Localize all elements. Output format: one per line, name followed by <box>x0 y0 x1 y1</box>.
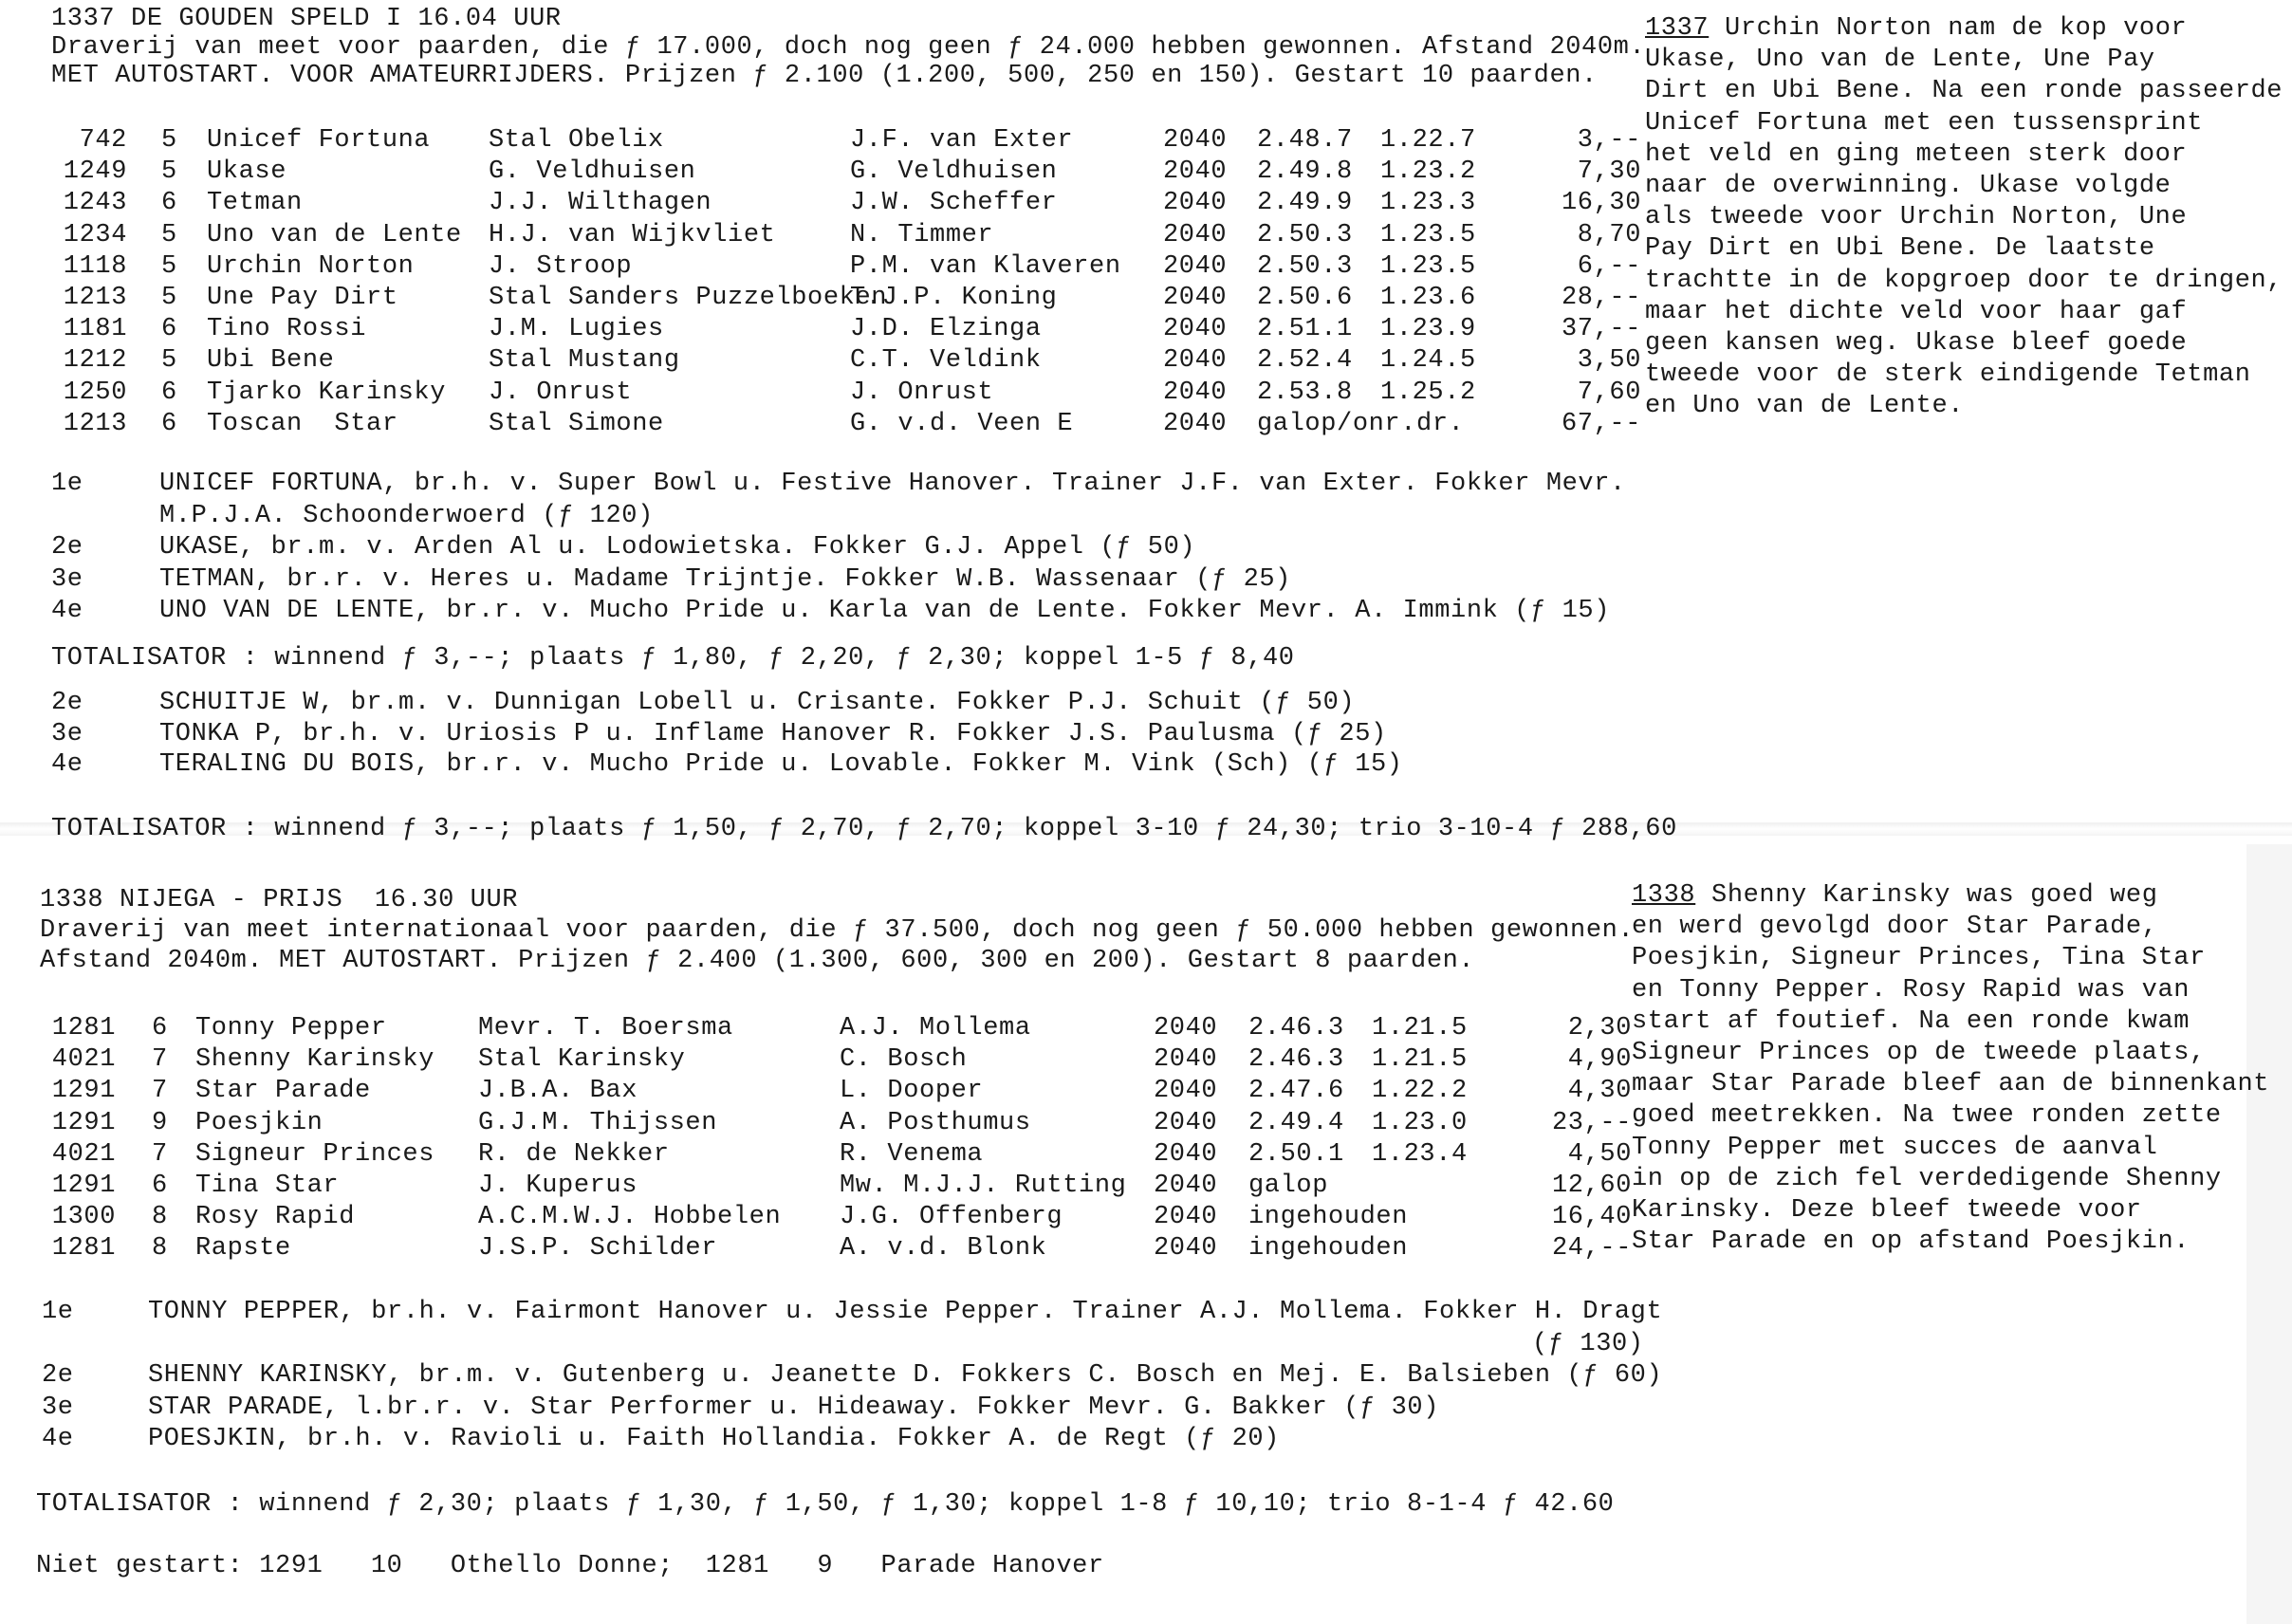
placing-position: 3e <box>51 564 83 594</box>
placing-text: SHENNY KARINSKY, br.m. v. Gutenberg u. Jeanette D. Fokkers C. Bosch en Mej. E. Balsieben (ƒ 60) <box>148 1361 1663 1390</box>
result-cell: 7 <box>152 1077 168 1106</box>
result-cell: 1.23.5 <box>1380 251 1476 281</box>
result-cell: 3,-- <box>1577 126 1641 155</box>
result-cell: 1.23.2 <box>1380 157 1476 187</box>
result-cell: 2040 <box>1154 1139 1218 1169</box>
commentary-line: start af foutief. Na een ronde kwam <box>1632 1006 2190 1036</box>
result-cell: G. Veldhuisen <box>850 157 1058 187</box>
result-cell: 6,-- <box>1577 251 1641 281</box>
result-cell: Ubi Bene <box>207 346 335 376</box>
result-cell: 2040 <box>1154 1014 1218 1043</box>
result-cell: 1.25.2 <box>1380 378 1476 407</box>
race-header: Draverij van meet voor paarden, die ƒ 17.000, doch nog geen ƒ 24.000 hebben gewonnen. Afstand 2040m. <box>51 33 1646 62</box>
result-cell: 5 <box>161 126 177 155</box>
result-cell: 2.50.6 <box>1257 284 1353 312</box>
result-cell: 2040 <box>1154 1203 1218 1232</box>
commentary-line: trachtte in de kopgroep door te dringen, <box>1645 266 2283 295</box>
result-cell: 6 <box>161 409 177 438</box>
result-cell: 5 <box>161 346 177 376</box>
commentary-line: Karinsky. Deze bleef tweede voor <box>1632 1196 2142 1225</box>
result-cell: 8 <box>152 1234 168 1264</box>
result-cell: 1118 <box>63 251 127 281</box>
result-cell: 1181 <box>63 315 127 344</box>
result-cell: 2040 <box>1154 1108 1218 1137</box>
result-cell: 4021 <box>51 1045 116 1075</box>
result-cell: A.J. Mollema <box>840 1014 1031 1043</box>
commentary-line: geen kansen weg. Ukase bleef goede <box>1645 329 2188 358</box>
result-cell: 1291 <box>51 1172 116 1200</box>
result-cell: Mevr. T. Boersma <box>478 1014 733 1043</box>
result-cell: 2040 <box>1163 126 1228 155</box>
result-cell: 7 <box>152 1045 168 1075</box>
result-cell: Stal Simone <box>489 409 664 438</box>
result-cell: R. Venema <box>840 1139 984 1169</box>
result-cell: J.J. Wilthagen <box>489 189 712 218</box>
result-cell: Signeur Princes <box>195 1139 435 1169</box>
result-cell: 1.22.7 <box>1380 126 1476 155</box>
result-cell: galop <box>1248 1172 1329 1200</box>
result-cell: 1.23.3 <box>1380 189 1476 218</box>
niet-gestart: Niet gestart: 1291 10 Othello Donne; 1281 9 Parade Hanover <box>36 1552 1104 1580</box>
result-cell: 16,30 <box>1561 189 1641 218</box>
placing-position: 4e <box>42 1425 74 1453</box>
result-cell: G. v.d. Veen E <box>850 409 1074 438</box>
result-cell: L. Dooper <box>840 1077 984 1106</box>
placing-position: 2e <box>51 689 83 717</box>
result-cell: 6 <box>161 315 177 344</box>
result-cell: 2.52.4 <box>1257 346 1353 376</box>
result-cell: 7,30 <box>1577 157 1641 187</box>
result-cell: 2040 <box>1163 284 1228 312</box>
result-cell: 1234 <box>63 220 127 249</box>
result-cell: 1.21.5 <box>1372 1014 1468 1043</box>
result-cell: Poesjkin <box>195 1108 323 1137</box>
result-cell: 1213 <box>63 409 127 438</box>
result-cell: 8 <box>152 1203 168 1232</box>
result-cell: Unicef Fortuna <box>207 126 431 155</box>
commentary-line: 1338 Shenny Karinsky was goed weg <box>1632 881 2158 910</box>
result-cell: 2.50.3 <box>1257 251 1353 281</box>
commentary-line: maar Star Parade bleef aan de binnenkant <box>1632 1070 2270 1099</box>
result-cell: 2.49.8 <box>1257 157 1353 187</box>
result-cell: Stal Obelix <box>489 126 664 155</box>
commentary-line: Signeur Princes op de tweede plaats, <box>1632 1039 2206 1067</box>
result-cell: Star Parade <box>195 1077 371 1106</box>
result-cell: 5 <box>161 251 177 281</box>
placing-text: TONKA P, br.h. v. Uriosis P u. Inflame Hanover R. Fokker J.S. Paulusma (ƒ 25) <box>159 719 1387 748</box>
result-cell: 2.49.4 <box>1248 1108 1344 1137</box>
result-cell: 2040 <box>1154 1172 1218 1200</box>
result-cell: Urchin Norton <box>207 251 415 281</box>
result-cell: Stal Sanders Puzzelboeken <box>489 284 888 312</box>
result-cell: 23,-- <box>1551 1108 1632 1137</box>
result-cell: 2040 <box>1154 1045 1218 1075</box>
commentary-line: tweede voor de sterk eindigende Tetman <box>1645 360 2251 390</box>
result-cell: 2040 <box>1163 346 1228 376</box>
commentary-line: en werd gevolgd door Star Parade, <box>1632 913 2158 942</box>
result-cell: 2040 <box>1154 1077 1218 1106</box>
result-cell: 12,60 <box>1551 1172 1632 1200</box>
result-cell: 1.23.0 <box>1372 1108 1468 1137</box>
totalisator: TOTALISATOR : winnend ƒ 2,30; plaats ƒ 1,30, ƒ 1,50, ƒ 1,30; koppel 1-8 ƒ 10,10; trio 8-1-4 ƒ 42.60 <box>36 1490 1615 1519</box>
result-cell: 24,-- <box>1551 1234 1632 1264</box>
result-cell: 5 <box>161 220 177 249</box>
result-cell: 37,-- <box>1561 315 1641 344</box>
result-cell: J.B.A. Bax <box>478 1077 638 1106</box>
result-cell: 1.23.4 <box>1372 1139 1468 1169</box>
result-cell: 1291 <box>51 1108 116 1137</box>
result-cell: J. Kuperus <box>478 1172 638 1200</box>
result-cell: 5 <box>161 284 177 312</box>
race-header: Draverij van meet internationaal voor paarden, die ƒ 37.500, doch nog geen ƒ 50.000 hebben gewonnen. <box>40 916 1635 945</box>
commentary-line: Pay Dirt en Ubi Bene. De laatste <box>1645 234 2155 264</box>
placing-position: 4e <box>51 597 83 625</box>
placing-position: 1e <box>51 470 83 498</box>
placing-position: 2e <box>51 533 83 562</box>
result-cell: 7 <box>152 1139 168 1169</box>
result-cell: Tjarko Karinsky <box>207 378 447 407</box>
result-cell: 1.21.5 <box>1372 1045 1468 1075</box>
result-cell: 2,30 <box>1567 1014 1632 1043</box>
result-cell: P.M. van Klaveren <box>850 251 1121 281</box>
result-cell: Tina Star <box>195 1172 340 1200</box>
result-cell: 2.49.9 <box>1257 189 1353 218</box>
placing-text: UNICEF FORTUNA, br.h. v. Super Bowl u. Festive Hanover. Trainer J.F. van Exter. Fokker Mevr. <box>159 470 1626 498</box>
race-header: 1337 DE GOUDEN SPELD I 16.04 UUR <box>51 5 562 33</box>
result-cell: 2040 <box>1163 220 1228 249</box>
result-cell: 1300 <box>51 1203 116 1232</box>
result-cell: 1.24.5 <box>1380 346 1476 376</box>
race-header: MET AUTOSTART. VOOR AMATEURRIJDERS. Prijzen ƒ 2.100 (1.200, 500, 250 en 150). Gestart 10 paarden. <box>51 62 1598 90</box>
commentary-line: Tonny Pepper met succes de aanval <box>1632 1133 2158 1162</box>
placing-text: POESJKIN, br.h. v. Ravioli u. Faith Hollandia. Fokker A. de Regt (ƒ 20) <box>148 1425 1280 1453</box>
totalisator: TOTALISATOR : winnend ƒ 3,--; plaats ƒ 1,50, ƒ 2,70, ƒ 2,70; koppel 3-10 ƒ 24,30; trio 3-10-4 ƒ 288,60 <box>51 815 1677 843</box>
totalisator: TOTALISATOR : winnend ƒ 3,--; plaats ƒ 1,80, ƒ 2,20, ƒ 2,30; koppel 1-5 ƒ 8,40 <box>51 644 1295 673</box>
result-cell: J. Onrust <box>489 378 633 407</box>
placing-position: 3e <box>51 719 83 748</box>
result-cell: Tetman <box>207 189 303 218</box>
result-cell: Mw. M.J.J. Rutting <box>840 1172 1127 1200</box>
result-cell: 1.23.6 <box>1380 284 1476 312</box>
result-cell: 28,-- <box>1561 284 1641 312</box>
result-cell: 2040 <box>1163 157 1228 187</box>
result-cell: 1.23.5 <box>1380 220 1476 249</box>
result-cell: ingehouden <box>1248 1234 1409 1264</box>
result-cell: 2.46.3 <box>1248 1045 1344 1075</box>
result-cell: Toscan Star <box>207 409 398 438</box>
commentary-line: en Uno van de Lente. <box>1645 392 1965 421</box>
result-cell: 2.51.1 <box>1257 315 1353 344</box>
commentary-line: Ukase, Uno van de Lente, Une Pay <box>1645 46 2155 75</box>
result-cell: J.F. van Exter <box>850 126 1074 155</box>
result-cell: 3,50 <box>1577 346 1641 376</box>
result-cell: 6 <box>161 189 177 218</box>
result-cell: Rapste <box>195 1234 291 1264</box>
placing-position: 4e <box>51 750 83 779</box>
result-cell: J.W. Scheffer <box>850 189 1058 218</box>
result-cell: 2.46.3 <box>1248 1014 1344 1043</box>
result-cell: galop/onr.dr. <box>1257 409 1465 438</box>
commentary-line: Dirt en Ubi Bene. Na een ronde passeerde <box>1645 77 2283 106</box>
result-cell: H.J. van Wijkvliet <box>489 220 776 249</box>
result-cell: 2040 <box>1163 409 1228 438</box>
result-cell: Tino Rossi <box>207 315 367 344</box>
result-cell: 7,60 <box>1577 378 1641 407</box>
commentary-line: in op de zich fel verdedigende Shenny <box>1632 1164 2222 1193</box>
commentary-line: goed meetrekken. Na twee ronden zette <box>1632 1101 2222 1131</box>
race-header: Afstand 2040m. MET AUTOSTART. Prijzen ƒ 2.400 (1.300, 600, 300 en 200). Gestart 8 paarden. <box>40 947 1475 975</box>
result-cell: 2.50.3 <box>1257 220 1353 249</box>
result-cell: 1291 <box>51 1077 116 1106</box>
result-cell: 2.53.8 <box>1257 378 1353 407</box>
result-cell: 6 <box>152 1172 168 1200</box>
result-cell: 67,-- <box>1561 409 1641 438</box>
commentary-line: als tweede voor Urchin Norton, Une <box>1645 203 2188 232</box>
result-cell: 2040 <box>1163 315 1228 344</box>
result-cell: 1249 <box>63 157 127 187</box>
result-cell: 742 <box>79 126 127 155</box>
result-cell: A. Posthumus <box>840 1108 1031 1137</box>
result-cell: 1281 <box>51 1234 116 1264</box>
result-cell: 2.50.1 <box>1248 1139 1344 1169</box>
result-cell: N. Timmer <box>850 220 994 249</box>
commentary-line: maar het dichte veld voor haar gaf <box>1645 297 2188 326</box>
result-cell: Stal Karinsky <box>478 1045 686 1075</box>
placing-text: (ƒ 130) <box>1532 1329 1644 1358</box>
result-cell: J.S.P. Schilder <box>478 1234 718 1264</box>
placing-text: UNO VAN DE LENTE, br.r. v. Mucho Pride u. Karla van de Lente. Fokker Mevr. A. Immink (ƒ 15) <box>159 597 1611 625</box>
placing-text: STAR PARADE, l.br.r. v. Star Performer u. Hideaway. Fokker Mevr. G. Bakker (ƒ 30) <box>148 1393 1440 1422</box>
placing-text: M.P.J.A. Schoonderwoerd (ƒ 120) <box>159 501 654 530</box>
result-cell: 6 <box>152 1014 168 1043</box>
result-cell: A.C.M.W.J. Hobbelen <box>478 1203 782 1232</box>
result-cell: G.J.M. Thijssen <box>478 1108 718 1137</box>
result-cell: Uno van de Lente <box>207 220 462 249</box>
placing-text: SCHUITJE W, br.m. v. Dunnigan Lobell u. Crisante. Fokker P.J. Schuit (ƒ 50) <box>159 689 1356 717</box>
placing-text: UKASE, br.m. v. Arden Al u. Lodowietska. Fokker G.J. Appel (ƒ 50) <box>159 533 1196 562</box>
result-cell: Rosy Rapid <box>195 1203 356 1232</box>
result-cell: Shenny Karinsky <box>195 1045 435 1075</box>
result-cell: 2040 <box>1163 378 1228 407</box>
result-cell: 6 <box>161 378 177 407</box>
result-cell: 4,50 <box>1567 1139 1632 1169</box>
result-cell: 16,40 <box>1551 1203 1632 1232</box>
commentary-line: Unicef Fortuna met een tussensprint <box>1645 108 2204 138</box>
result-cell: 1.22.2 <box>1372 1077 1468 1106</box>
placing-text: TETMAN, br.r. v. Heres u. Madame Trijntje. Fokker W.B. Wassenaar (ƒ 25) <box>159 564 1291 594</box>
result-cell: 4,90 <box>1567 1045 1632 1075</box>
result-cell: 4,30 <box>1567 1077 1632 1106</box>
result-cell: 1212 <box>63 346 127 376</box>
result-cell: Une Pay Dirt <box>207 284 398 312</box>
result-cell: J.G. Offenberg <box>840 1203 1063 1232</box>
commentary-line: het veld en ging meteen sterk door <box>1645 139 2188 169</box>
result-cell: ingehouden <box>1248 1203 1409 1232</box>
result-cell: J. Stroop <box>489 251 633 281</box>
result-cell: 2040 <box>1154 1234 1218 1264</box>
result-cell: 1213 <box>63 284 127 312</box>
result-cell: C. Bosch <box>840 1045 968 1075</box>
result-cell: 2040 <box>1163 189 1228 218</box>
scan-margin-shade <box>2246 844 2292 1624</box>
placing-text: TERALING DU BOIS, br.r. v. Mucho Pride u. Lovable. Fokker M. Vink (Sch) (ƒ 15) <box>159 750 1403 779</box>
result-cell: T.J.P. Koning <box>850 284 1058 312</box>
result-cell: Stal Mustang <box>489 346 680 376</box>
commentary-line: 1337 Urchin Norton nam de kop voor <box>1645 14 2188 43</box>
commentary-line: Poesjkin, Signeur Princes, Tina Star <box>1632 944 2206 973</box>
result-cell: 2.47.6 <box>1248 1077 1344 1106</box>
result-cell: 8,70 <box>1577 220 1641 249</box>
result-cell: Ukase <box>207 157 287 187</box>
race-header: 1338 NIJEGA - PRIJS 16.30 UUR <box>40 886 519 914</box>
commentary-line: Star Parade en op afstand Poesjkin. <box>1632 1227 2190 1257</box>
result-cell: 2.48.7 <box>1257 126 1353 155</box>
result-cell: 1243 <box>63 189 127 218</box>
result-cell: Tonny Pepper <box>195 1014 387 1043</box>
result-cell: 4021 <box>51 1139 116 1169</box>
result-cell: C.T. Veldink <box>850 346 1042 376</box>
result-cell: 5 <box>161 157 177 187</box>
result-cell: J. Onrust <box>850 378 994 407</box>
result-cell: 2040 <box>1163 251 1228 281</box>
placing-position: 1e <box>42 1298 74 1326</box>
placing-position: 2e <box>42 1361 74 1390</box>
result-cell: J.M. Lugies <box>489 315 664 344</box>
result-cell: J.D. Elzinga <box>850 315 1042 344</box>
result-cell: 1250 <box>63 378 127 407</box>
result-cell: 1281 <box>51 1014 116 1043</box>
commentary-line: naar de overwinning. Ukase volgde <box>1645 172 2172 200</box>
placing-text: TONNY PEPPER, br.h. v. Fairmont Hanover u. Jessie Pepper. Trainer A.J. Mollema. Fokker H. Dragt <box>148 1298 1663 1326</box>
result-cell: 1.23.9 <box>1380 315 1476 344</box>
result-cell: A. v.d. Blonk <box>840 1234 1047 1264</box>
result-cell: R. de Nekker <box>478 1139 670 1169</box>
commentary-line: en Tonny Pepper. Rosy Rapid was van <box>1632 975 2190 1005</box>
result-cell: 9 <box>152 1108 168 1137</box>
placing-position: 3e <box>42 1393 74 1422</box>
result-cell: G. Veldhuisen <box>489 157 696 187</box>
